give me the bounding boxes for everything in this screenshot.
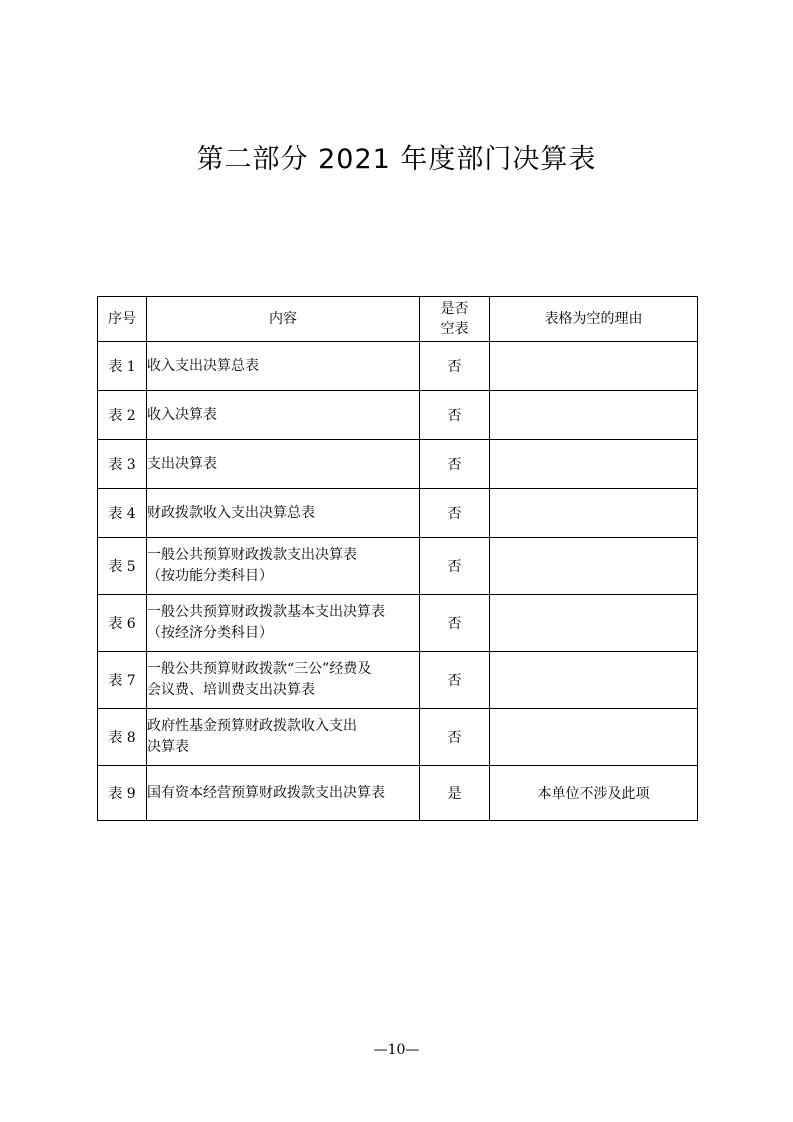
row-is-empty: 否 <box>420 440 490 489</box>
row-content-line: 收入决算表 <box>147 406 217 423</box>
row-content-line: 一般公共预算财政拨款基本支出决算表 <box>147 604 385 620</box>
table-row <box>98 538 698 595</box>
table-row <box>98 391 698 440</box>
row-is-empty: 否 <box>420 595 490 652</box>
row-is-empty: 否 <box>420 489 490 538</box>
row-content <box>147 709 420 766</box>
header-reason: 表格为空的理由 <box>490 297 698 342</box>
row-seq: 表 6 <box>98 595 147 652</box>
page-number: —10— <box>373 1042 420 1058</box>
row-is-empty: 否 <box>420 709 490 766</box>
row-empty-reason <box>490 489 698 538</box>
row-is-empty: 是 <box>420 766 490 821</box>
row-seq: 表 7 <box>98 652 147 709</box>
table-row <box>98 595 698 652</box>
header-empty-line1: 是否 <box>440 301 469 317</box>
row-content <box>147 595 420 652</box>
row-empty-reason: 本单位不涉及此项 <box>490 766 698 821</box>
row-content <box>147 489 420 538</box>
row-empty-reason <box>490 538 698 595</box>
header-empty-line2: 空表 <box>440 321 469 337</box>
table-row <box>98 342 698 391</box>
row-content-line: 会议费、培训费支出决算表 <box>147 682 315 698</box>
row-empty-reason <box>490 342 698 391</box>
table-row <box>98 440 698 489</box>
row-seq: 表 1 <box>98 342 147 391</box>
row-content <box>147 652 420 709</box>
table-row <box>98 489 698 538</box>
row-empty-reason <box>490 440 698 489</box>
row-content <box>147 391 420 440</box>
table-row <box>98 766 698 821</box>
row-content-line: 国有资本经营预算财政拨款支出决算表 <box>147 784 385 801</box>
row-content-line: 政府性基金预算财政拨款收入支出 <box>147 718 357 734</box>
header-content: 内容 <box>147 297 420 342</box>
row-content <box>147 766 420 821</box>
row-is-empty: 否 <box>420 652 490 709</box>
table-header-row <box>98 297 698 342</box>
row-is-empty: 否 <box>420 391 490 440</box>
row-empty-reason <box>490 391 698 440</box>
row-content <box>147 342 420 391</box>
row-is-empty: 否 <box>420 342 490 391</box>
row-content-line: 收入支出决算总表 <box>147 357 259 374</box>
row-is-empty: 否 <box>420 538 490 595</box>
table-row <box>98 709 698 766</box>
header-empty <box>420 297 490 342</box>
header-seq: 序号 <box>98 297 147 342</box>
page-title: 第二部分 2021 年度部门决算表 <box>196 144 597 175</box>
row-seq: 表 5 <box>98 538 147 595</box>
row-content-line: 财政拨款收入支出决算总表 <box>147 504 315 521</box>
row-seq: 表 9 <box>98 766 147 821</box>
row-empty-reason <box>490 652 698 709</box>
row-seq: 表 8 <box>98 709 147 766</box>
row-content-line: （按功能分类科目） <box>147 568 273 584</box>
row-content-line: （按经济分类科目） <box>147 625 273 641</box>
row-seq: 表 2 <box>98 391 147 440</box>
budget-tables-list <box>97 296 698 821</box>
row-seq: 表 3 <box>98 440 147 489</box>
row-content-line: 支出决算表 <box>147 455 217 472</box>
row-empty-reason <box>490 709 698 766</box>
row-content-line: 一般公共预算财政拨款“三公”经费及 <box>147 661 372 677</box>
row-seq: 表 4 <box>98 489 147 538</box>
row-content <box>147 538 420 595</box>
row-content <box>147 440 420 489</box>
row-content-line: 一般公共预算财政拨款支出决算表 <box>147 547 357 563</box>
row-empty-reason <box>490 595 698 652</box>
row-content-line: 决算表 <box>147 739 189 755</box>
table-row <box>98 652 698 709</box>
